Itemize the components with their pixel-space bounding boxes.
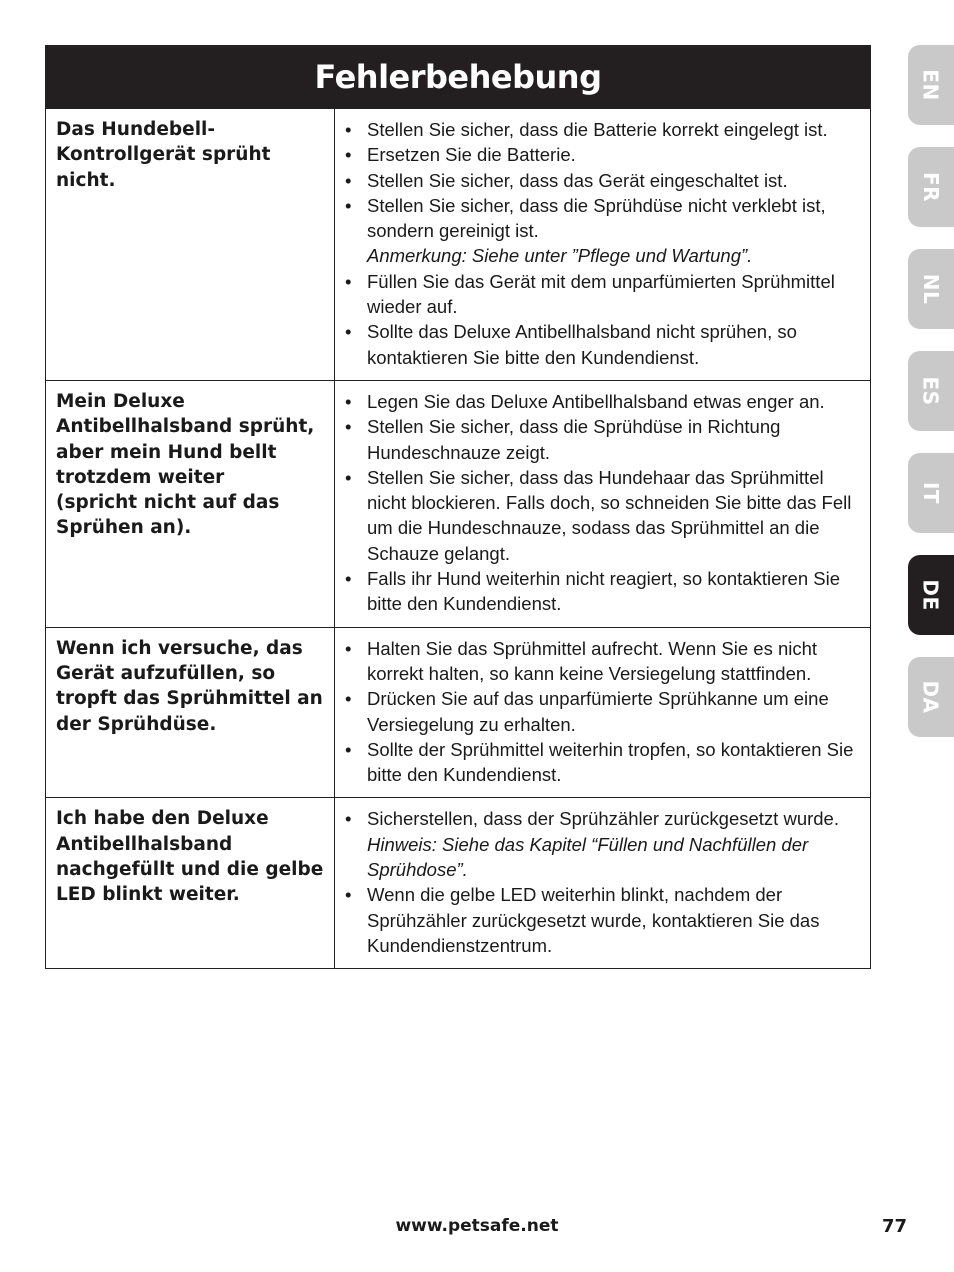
tab-fr[interactable] xyxy=(908,147,954,227)
solution-item xyxy=(345,389,858,414)
table-row xyxy=(46,108,870,380)
solutions-cell xyxy=(335,109,870,380)
tab-label: DA xyxy=(919,680,943,714)
troubleshooting-rows xyxy=(46,108,870,968)
problem-cell: Ich habe den Deluxe Antibellhalsband nachgefüllt und die gelbe LED blinkt weiter. xyxy=(46,798,335,968)
solution-item xyxy=(345,806,858,882)
solution-text: Sollte der Sprühmittel weiterhin tropfen, so kontaktieren Sie bitte den Kundendienst. xyxy=(367,738,854,786)
solution-list xyxy=(345,806,858,958)
solution-item xyxy=(345,882,858,958)
bullet-icon: • xyxy=(345,738,352,760)
solutions-cell xyxy=(335,798,870,968)
footer-url[interactable]: www.petsafe.net xyxy=(395,1216,559,1236)
bullet-icon: • xyxy=(345,119,352,140)
solution-item xyxy=(345,737,858,788)
solution-item xyxy=(345,465,858,566)
solution-text: Drücken Sie auf das unparfümierte Sprühkanne um eine Versiegelung zu erhalten. xyxy=(367,688,829,735)
solution-item xyxy=(345,269,858,320)
tab-es[interactable] xyxy=(908,351,954,431)
solution-text: Stellen Sie sicher, dass die Sprühdüse nicht verklebt ist, sondern gereinigt ist. xyxy=(367,194,826,242)
tab-nl[interactable] xyxy=(908,249,954,329)
tab-da[interactable] xyxy=(908,657,954,737)
solution-text: Falls ihr Hund weiterhin nicht reagiert, so kontaktieren Sie bitte den Kundendienst. xyxy=(367,568,841,615)
solution-note: Anmerkung: Siehe unter ”Pflege und Wartung”. xyxy=(367,245,753,267)
tab-label: NL xyxy=(918,273,943,305)
solution-note: Hinweis: Siehe das Kapitel “Füllen und Nachfüllen der Sprühdose”. xyxy=(367,833,809,881)
solution-text: Stellen Sie sicher, dass das Gerät eingeschaltet ist. xyxy=(367,169,788,191)
solution-item xyxy=(345,414,858,465)
solution-item xyxy=(345,319,858,370)
bullet-icon: • xyxy=(345,568,352,590)
problem-cell: Wenn ich versuche, das Gerät aufzufüllen, so tropft das Sprühmittel an der Sprühdüse. xyxy=(46,628,335,798)
bullet-icon: • xyxy=(345,416,352,438)
solution-item xyxy=(345,686,858,737)
bullet-icon: • xyxy=(345,808,352,830)
bullet-icon: • xyxy=(345,390,352,412)
solution-text: Stellen Sie sicher, dass das Hundehaar das Sprühmittel nicht blockieren. Falls doch, so schneiden Sie bitte das Fell um die Hundeschnauze, sodass das Sprühmittel an die Schauze gelangt. xyxy=(367,466,852,564)
tab-de[interactable] xyxy=(908,555,954,635)
solution-list xyxy=(345,636,858,788)
solution-list xyxy=(345,117,858,370)
tab-it[interactable] xyxy=(908,453,954,533)
bullet-icon: • xyxy=(345,270,352,292)
tab-label: EN xyxy=(919,69,943,101)
tab-label: FR xyxy=(919,171,943,203)
table-row xyxy=(46,797,870,968)
page-number: 77 xyxy=(881,1216,907,1237)
solutions-cell xyxy=(335,381,870,627)
tab-label: IT xyxy=(919,481,943,505)
problem-cell: Mein Deluxe Antibellhalsband sprüht, aber mein Hund bellt trotzdem weiter (spricht nicht auf das Sprühen an). xyxy=(46,381,335,627)
bullet-icon: • xyxy=(345,466,352,488)
solution-text: Stellen Sie sicher, dass die Sprühdüse in Richtung Hundeschnauze zeigt. xyxy=(367,416,781,463)
solution-item xyxy=(345,117,858,142)
solution-text: Halten Sie das Sprühmittel aufrecht. Wenn Sie es nicht korrekt halten, so kann keine Versiegelung stattfinden. xyxy=(367,637,818,684)
table-row xyxy=(46,627,870,798)
tab-en[interactable] xyxy=(908,45,954,125)
solution-item xyxy=(345,636,858,687)
tab-label: DE xyxy=(918,579,943,611)
page-title: Fehlerbehebung xyxy=(46,46,870,108)
bullet-icon: • xyxy=(345,688,352,710)
bullet-icon: • xyxy=(345,321,352,343)
solution-item xyxy=(345,566,858,617)
solutions-cell xyxy=(335,628,870,798)
solution-list xyxy=(345,389,858,617)
tab-label: ES xyxy=(918,376,943,406)
solution-item xyxy=(345,142,858,167)
solution-item xyxy=(345,168,858,193)
bullet-icon: • xyxy=(345,884,352,906)
solution-text: Ersetzen Sie die Batterie. xyxy=(367,144,576,166)
solution-text: Legen Sie das Deluxe Antibellhalsband etwas enger an. xyxy=(367,390,825,412)
troubleshooting-table xyxy=(45,45,871,969)
solution-text: Sollte das Deluxe Antibellhalsband nicht sprühen, so kontaktieren Sie bitte den Kundendienst. xyxy=(367,321,797,368)
bullet-icon: • xyxy=(345,637,352,659)
table-row xyxy=(46,380,870,627)
problem-cell: Das Hundebell- Kontrollgerät sprüht nicht. xyxy=(46,109,335,380)
bullet-icon: • xyxy=(345,194,352,216)
bullet-icon: • xyxy=(345,169,352,191)
solution-text: Sicherstellen, dass der Sprühzähler zurückgesetzt wurde. xyxy=(367,808,839,830)
solution-text: Wenn die gelbe LED weiterhin blinkt, nachdem der Sprühzähler zurückgesetzt wurde, kontaktieren Sie das Kundendienstzentrum. xyxy=(367,884,820,956)
bullet-icon: • xyxy=(345,144,352,166)
solution-item xyxy=(345,193,858,269)
solution-text: Füllen Sie das Gerät mit dem unparfümierten Sprühmittel wieder auf. xyxy=(367,270,835,318)
solution-text: Stellen Sie sicher, dass die Batterie korrekt eingelegt ist. xyxy=(367,119,828,140)
